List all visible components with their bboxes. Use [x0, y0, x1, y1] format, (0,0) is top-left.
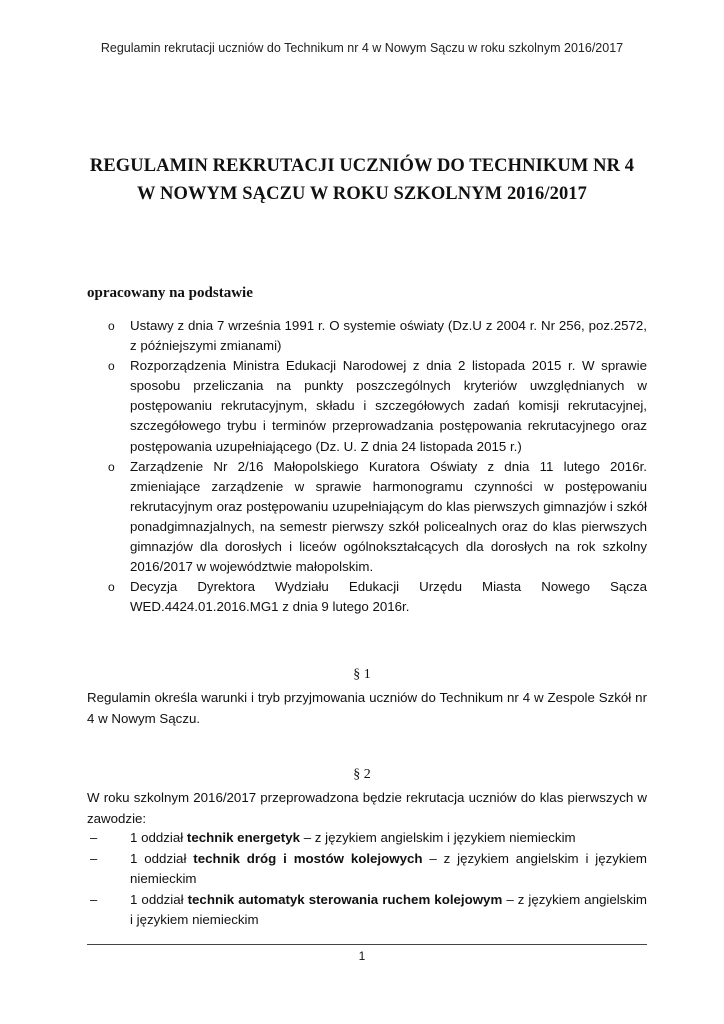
footer-divider [87, 944, 647, 945]
title-line-2: W NOWYM SĄCZU W ROKU SZKOLNYM 2016/2017 [137, 184, 587, 204]
page-number: 1 [358, 949, 366, 963]
section-2-mark: § 2 [353, 767, 371, 782]
dash-bullet-icon: – [90, 850, 98, 866]
circle-bullet-icon: o [108, 459, 115, 474]
list-item [87, 849, 647, 890]
section-1-mark: § 1 [353, 667, 371, 682]
list-item-text: Zarządzenie Nr 2/16 Małopolskiego Kuratora Oświaty z dnia 11 lutego 2016r. zmieniające zarządzenie w sprawie harmonogramu czynności w postępowaniu rekrutacyjnym oraz postępowaniu uzupełniającym do klas pierwszych gimnazjów i szkół ponadgimnazjalnych, na semestr pierwszy szkół policealnych oraz do klas pierwszych gimnazjów dla dorosłych i liceów ogólnokształcących dla dorosłych na rok szkolny 2016/2017 w województwie małopolskim. [130, 458, 647, 575]
dash-bullet-icon: – [90, 891, 98, 907]
profession-name: technik automatyk sterowania ruchem kolejowym [187, 891, 503, 907]
item-prefix: 1 oddział [130, 830, 187, 845]
profession-name: technik energetyk [186, 830, 300, 845]
item-suffix: – z językiem angielskim i językiem niemieckim [300, 830, 576, 845]
legal-basis-list [87, 316, 647, 617]
section-1-text: Regulamin określa warunki i tryb przyjmowania uczniów do Technikum nr 4 w Zespole Szkół nr 4 w Nowym Sączu. [87, 690, 647, 726]
section-2-intro: W roku szkolnym 2016/2017 przeprowadzona będzie rekrutacja uczniów do klas pierwszych w zawodzie: [87, 790, 647, 826]
dash-bullet-icon: – [90, 830, 98, 845]
document-title [60, 152, 664, 208]
item-suffix: – z językiem angielskim i językiem niemieckim [130, 850, 648, 886]
basis-heading: opracowany na podstawie [87, 285, 253, 301]
title-line-1: REGULAMIN REKRUTACJI UCZNIÓW DO TECHNIKUM NR 4 [89, 156, 635, 176]
item-prefix: 1 oddział [130, 850, 194, 866]
list-item [87, 890, 647, 931]
item-suffix: – z językiem angielskim i językiem niemieckim [130, 891, 647, 927]
profession-name: technik dróg i mostów kolejowych [193, 850, 423, 866]
professions-list [87, 828, 647, 931]
list-item-text: Ustawy z dnia 7 września 1991 r. O systemie oświaty (Dz.U z 2004 r. Nr 256, poz.2572, z późniejszymi zmianami) [130, 318, 647, 354]
list-item [87, 316, 647, 356]
list-item [87, 577, 647, 617]
circle-bullet-icon: o [108, 580, 115, 595]
circle-bullet-icon: o [108, 359, 115, 374]
list-item-text: Rozporządzenia Ministra Edukacji Narodowej z dnia 2 listopada 2015 r. W sprawie sposobu przeliczania na punkty poszczególnych kryteriów uwzględnianych w postępowaniu rekrutacyjnym, składu i szczegółowych zadań komisji rekrutacyjnej, szczegółowego trybu i terminów przeprowadzania postępowania rekrutacyjnego oraz postępowania uzupełniającego (Dz. U. Z dnia 24 listopada 2015 r.) [130, 358, 647, 454]
list-item [87, 828, 647, 849]
list-item [87, 356, 647, 456]
circle-bullet-icon: o [108, 319, 115, 333]
item-prefix: 1 oddział [130, 891, 188, 907]
list-item-text: Decyzja Dyrektora Wydziału Edukacji Urzędu Miasta Nowego Sącza WED.4424.01.2016.MG1 z dnia 9 lutego 2016r. [130, 579, 647, 615]
list-item [87, 457, 647, 578]
running-header: Regulamin rekrutacji uczniów do Technikum nr 4 w Nowym Sączu w roku szkolnym 2016/2017 [100, 41, 624, 55]
